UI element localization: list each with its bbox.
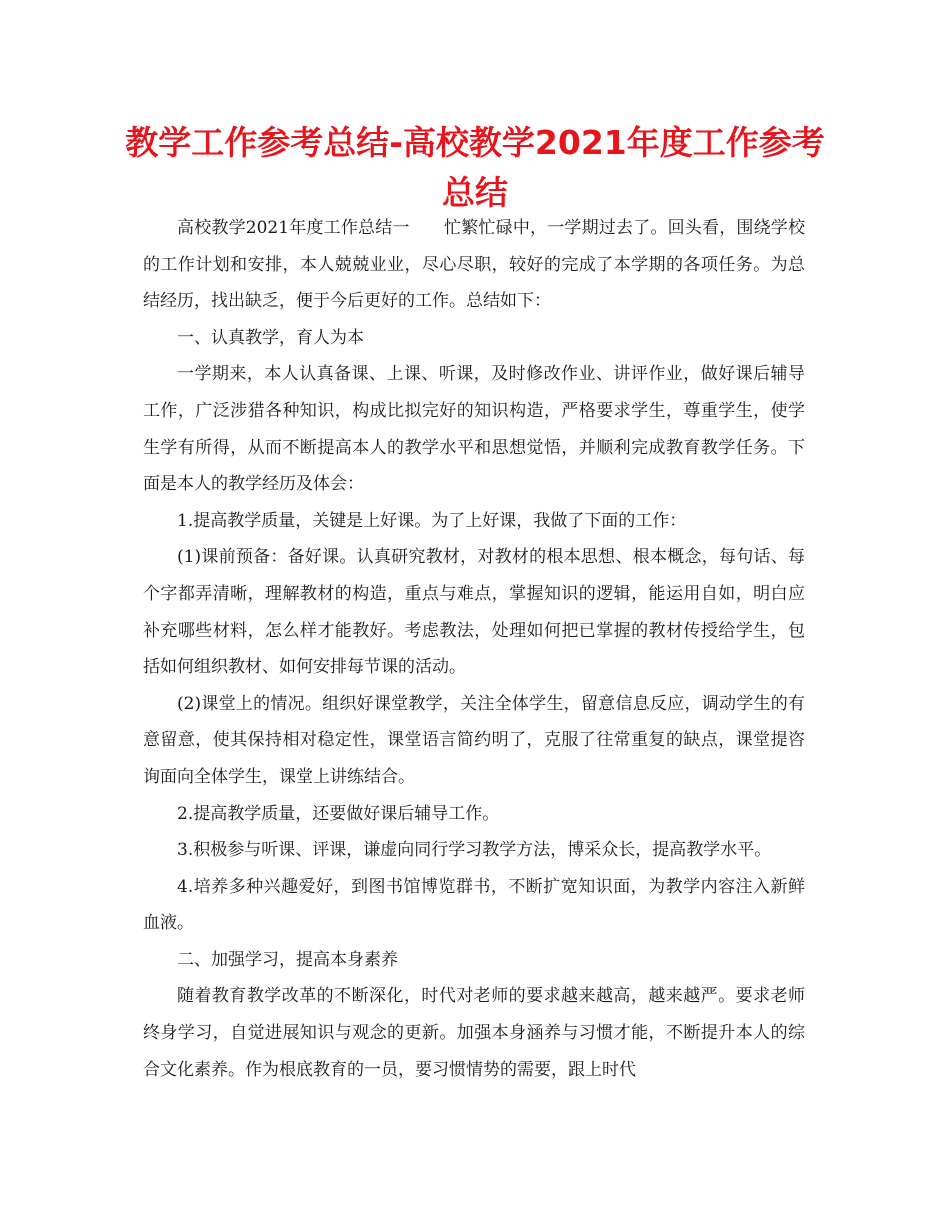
document-body	[143, 210, 805, 1088]
list-item-2: 2.提高教学质量，还要做好课后辅导工作。	[177, 803, 500, 824]
sub-item-2: (2)课堂上的情况。组织好课堂教学，关注全体学生，留意信息反应，调动学生的有意留意，使其保持相对稳定性，课堂语言简约明了，克服了往常重复的缺点，课堂提咨询面向全体学生，课堂上讲练结合。	[143, 693, 805, 787]
list-item-1: 1.提高教学质量，关键是上好课。为了上好课，我做了下面的工作：	[177, 510, 687, 531]
paragraph: 一学期来，本人认真备课、上课、听课，及时修改作业、讲评作业，做好课后辅导工作，广泛涉猎各种知识，构成比拟完好的知识构造，严格要求学生，尊重学生，使学生学有所得，从而不断提高本人的教学水平和思想觉悟，并顺利完成教育教学任务。下面是本人的教学经历及体会：	[143, 364, 805, 495]
paragraph: 随着教育教学改革的不断深化，时代对老师的要求越来越高，越来越严。要求老师终身学习，自觉进展知识与观念的更新。加强本身涵养与习惯才能，不断提升本人的综合文化素养。作为根底教育的一员，要习惯情势的需要，跟上时代	[143, 986, 805, 1080]
section-heading-1: 一、认真教学，育人为本	[177, 327, 364, 348]
sub-item-1: (1)课前预备：备好课。认真研究教材，对教材的根本思想、根本概念，每句话、每个字都弄清晰，理解教材的构造，重点与难点，掌握知识的逻辑，能运用自如，明白应补充哪些材料，怎么样才能教好。考虑教法，处理如何把已掌握的教材传授给学生，包括如何组织教材、如何安排每节课的活动。	[143, 547, 805, 678]
section-heading-2: 二、加强学习，提高本身素养	[177, 949, 398, 970]
paragraph-intro: 高校教学2021年度工作总结一 忙繁忙碌中，一学期过去了。回头看，围绕学校的工作计划和安排，本人兢兢业业，尽心尽职，较好的完成了本学期的各项任务。为总结经历，找出缺乏，便于今后更好的工作。总结如下：	[143, 218, 805, 312]
list-item-3: 3.积极参与听课、评课，谦虚向同行学习教学方法，博采众长，提高教学水平。	[177, 840, 772, 861]
document-title: 教学工作参考总结-高校教学2021年度工作参考总结	[125, 123, 825, 212]
list-item-4: 4.培养多种兴趣爱好，到图书馆博览群书，不断扩宽知识面，为教学内容注入新鲜血液。	[143, 876, 805, 934]
